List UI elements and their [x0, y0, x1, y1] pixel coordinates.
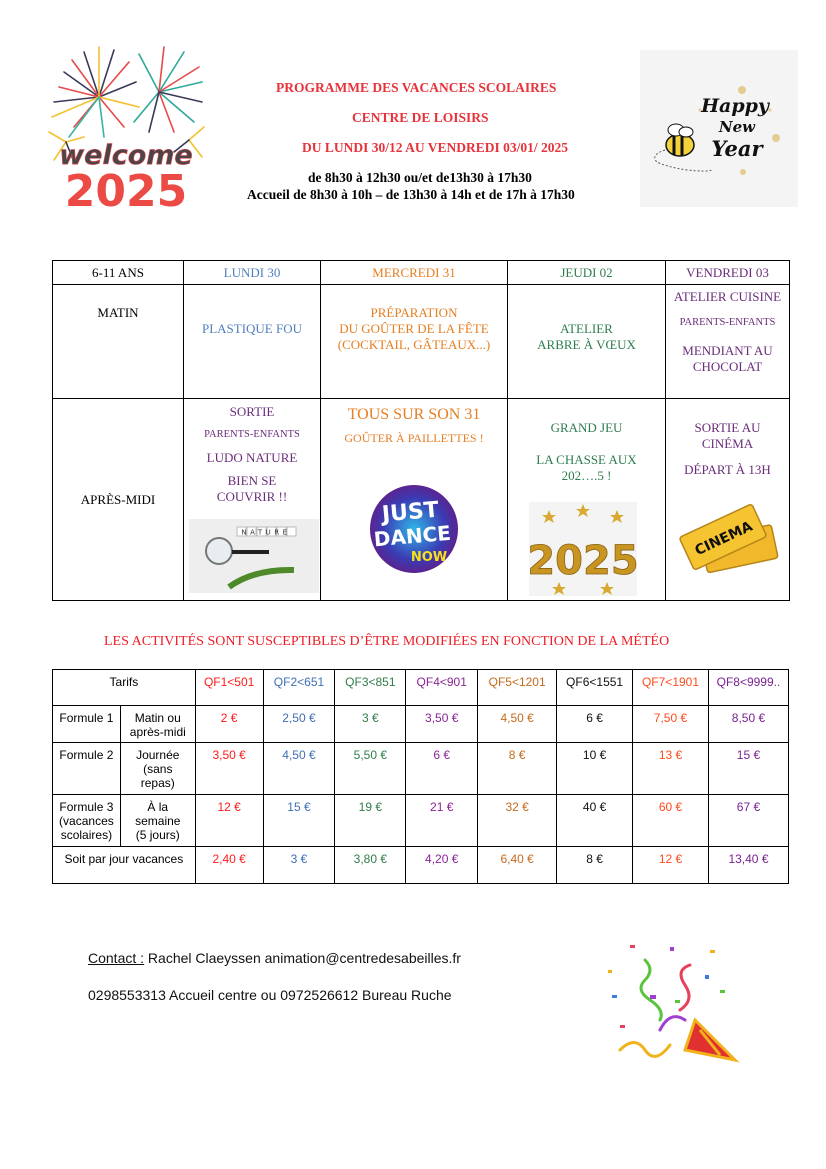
date-range: DU LUNDI 30/12 AU VENDREDI 03/01/ 2025	[302, 140, 569, 155]
formule-label	[53, 795, 121, 847]
lundi-outing-sub: PARENTS-ENFANTS	[204, 429, 300, 440]
formule-desc-line: après-midi	[129, 725, 186, 739]
price-cell: 67 €	[708, 795, 788, 847]
lundi-note: COUVRIR !!	[216, 489, 288, 504]
weather-notice: LES ACTIVITÉS SONT SUSCEPTIBLES D’ÊTRE MODIFIÉES EN FONCTION DE LA MÉTÉO	[104, 634, 670, 649]
jeudi-game-title: GRAND JEU	[550, 420, 623, 435]
jeudi-game-detail: LA CHASSE AUX	[536, 452, 637, 467]
price-cell: 2 €	[195, 706, 263, 743]
schedule-table	[52, 260, 790, 601]
day-jeudi: JEUDI 02	[508, 261, 666, 285]
happy-text: Happy	[701, 95, 769, 117]
formule-desc-line: (5 jours)	[135, 828, 180, 842]
qf-header: QF7<1901	[633, 670, 709, 706]
formule-desc-line: semaine	[135, 814, 181, 828]
qf-header: QF3<851	[335, 670, 406, 706]
morning-mercredi	[321, 285, 508, 399]
price-cell: 8,50 €	[708, 706, 788, 743]
morning-lundi: PLASTIQUE FOU	[184, 285, 321, 399]
pricing-row-per-day	[53, 847, 789, 884]
now-text: NOW	[410, 550, 448, 565]
morning-mercredi-line: (COCKTAIL, GÂTEAUX...)	[337, 337, 491, 352]
price-cell: 10 €	[557, 743, 633, 795]
party-popper-icon	[600, 935, 740, 1070]
lundi-note: BIEN SE	[227, 473, 277, 488]
happy-new-year-image	[640, 50, 798, 207]
qf-header: QF2<651	[263, 670, 335, 706]
afternoon-mercredi	[321, 399, 508, 601]
welcome-hours: Accueil de 8h30 à 10h – de 13h30 à 14h et de 17h à 17h30	[247, 187, 575, 202]
price-cell: 3,50 €	[406, 706, 478, 743]
formule-label-line: (vacances	[59, 814, 114, 828]
formule-desc-line: À la	[147, 800, 169, 814]
qf-header: QF1<501	[195, 670, 263, 706]
pricing-row-formule-1	[53, 706, 789, 743]
qf-header: QF5<1201	[478, 670, 557, 706]
nature-tiles-text: NATURE	[241, 528, 291, 537]
formule-label-line: scolaires)	[60, 828, 113, 842]
formule-desc	[120, 743, 195, 795]
magnifying-glass-icon	[206, 538, 232, 564]
schedule-header-row	[53, 261, 790, 285]
price-cell: 2,50 €	[263, 706, 335, 743]
price-cell: 3,50 €	[195, 743, 263, 795]
qf-header: QF6<1551	[557, 670, 633, 706]
pricing-header-row	[53, 670, 789, 706]
price-cell: 6 €	[557, 706, 633, 743]
vendredi-departure: DÉPART À 13H	[684, 462, 771, 477]
just-text: JUST	[380, 497, 440, 528]
price-cell: 7,50 €	[633, 706, 709, 743]
formule-desc	[120, 706, 195, 743]
price-cell: 4,20 €	[406, 847, 478, 884]
formule-desc-line: repas)	[140, 776, 175, 790]
formule-desc-line: Matin ou	[134, 711, 181, 725]
formule-desc-line: (sans	[143, 762, 173, 776]
day-mercredi: MERCREDI 31	[321, 261, 508, 285]
formule-label: Formule 1	[53, 706, 121, 743]
vendredi-cinema-title: CINÉMA	[701, 436, 754, 451]
morning-jeudi-line: ATELIER	[560, 321, 613, 336]
price-cell: 12 €	[195, 795, 263, 847]
morning-mercredi-line: DU GOÛTER DE LA FÊTE	[339, 321, 489, 336]
price-cell: 60 €	[633, 795, 709, 847]
gold-2025-text: 2025	[529, 538, 637, 584]
welcome-text: welcome	[59, 140, 193, 171]
morning-jeudi-line: ARBRE À VŒUX	[537, 337, 636, 352]
mercredi-party-sub: GOÛTER À PAILLETTES !	[344, 431, 484, 445]
qf-header: QF4<901	[406, 670, 478, 706]
morning-vendredi	[666, 285, 790, 399]
opening-hours: de 8h30 à 12h30 ou/et de13h30 à 17h30	[308, 170, 532, 185]
welcome-2025-logo	[44, 42, 206, 214]
contact-label: Contact :	[88, 950, 145, 966]
pricing-table	[52, 669, 789, 884]
morning-jeudi	[508, 285, 666, 399]
day-vendredi: VENDREDI 03	[666, 261, 790, 285]
day-lundi: LUNDI 30	[184, 261, 321, 285]
fern-icon	[229, 570, 294, 587]
tarifs-header: Tarifs	[53, 670, 196, 706]
year-2025-text: 2025	[64, 166, 188, 214]
afternoon-lundi	[184, 399, 321, 601]
pricing-row-formule-2	[53, 743, 789, 795]
cinema-tickets-icon	[678, 497, 780, 577]
price-cell: 6 €	[406, 743, 478, 795]
fireworks-icon	[44, 42, 206, 214]
price-cell: 3,80 €	[335, 847, 406, 884]
afternoon-jeudi	[508, 399, 666, 601]
price-cell: 4,50 €	[263, 743, 335, 795]
price-cell: 2,40 €	[195, 847, 263, 884]
center-name: CENTRE DE LOISIRS	[352, 110, 489, 125]
gold-2025-image	[529, 502, 637, 596]
formule-label: Formule 2	[53, 743, 121, 795]
price-cell: 3 €	[335, 706, 406, 743]
lundi-activity: LUDO NATURE	[206, 450, 298, 465]
qf-header: QF8<9999..	[708, 670, 788, 706]
morning-label: MATIN	[53, 285, 184, 399]
dance-text: DANCE	[372, 520, 452, 552]
age-group: 6-11 ANS	[53, 261, 184, 285]
price-cell: 15 €	[708, 743, 788, 795]
price-cell: 21 €	[406, 795, 478, 847]
lundi-outing-title: SORTIE	[229, 404, 275, 419]
vendredi-workshop-sub: PARENTS-ENFANTS	[679, 317, 776, 328]
formule-desc-line: Journée	[136, 748, 180, 762]
formule-desc	[120, 795, 195, 847]
just-dance-logo	[367, 481, 462, 575]
vendredi-cinema-title: SORTIE AU	[694, 420, 761, 435]
cinema-ticket-text: CINEMA	[692, 518, 756, 560]
price-cell: 4,50 €	[478, 706, 557, 743]
morning-row	[53, 285, 790, 399]
price-cell: 15 €	[263, 795, 335, 847]
contact-phones: 0298553313 Accueil centre ou 0972526612 Bureau Ruche	[88, 987, 452, 1003]
nature-image	[189, 519, 319, 593]
price-cell: 8 €	[557, 847, 633, 884]
vendredi-workshop-detail: CHOCOLAT	[692, 359, 763, 374]
contact-name-email[interactable]: Rachel Claeyssen animation@centredesabeilles.fr	[144, 950, 461, 966]
pricing-row-formule-3	[53, 795, 789, 847]
per-day-label: Soit par jour vacances	[53, 847, 196, 884]
vendredi-workshop-title: ATELIER CUISINE	[673, 289, 782, 304]
jeudi-game-detail: 202….5 !	[561, 468, 612, 483]
price-cell: 13,40 €	[708, 847, 788, 884]
price-cell: 12 €	[633, 847, 709, 884]
afternoon-row	[53, 399, 790, 601]
price-cell: 13 €	[633, 743, 709, 795]
price-cell: 19 €	[335, 795, 406, 847]
letter-tiles	[237, 527, 296, 537]
price-cell: 3 €	[263, 847, 335, 884]
morning-mercredi-line: PRÉPARATION	[370, 305, 458, 320]
year-text: Year	[711, 136, 763, 161]
price-cell: 6,40 €	[478, 847, 557, 884]
vendredi-workshop-detail: MENDIANT AU	[682, 343, 773, 358]
mercredi-party-title: TOUS SUR SON 31	[347, 406, 481, 423]
new-text: New	[718, 118, 756, 136]
price-cell: 8 €	[478, 743, 557, 795]
formule-label-line: Formule 3	[59, 800, 114, 814]
price-cell: 32 €	[478, 795, 557, 847]
contact-line	[88, 950, 461, 966]
afternoon-label: APRÈS-MIDI	[53, 399, 184, 601]
price-cell: 5,50 €	[335, 743, 406, 795]
price-cell: 40 €	[557, 795, 633, 847]
bee-icon	[655, 124, 712, 171]
program-title: PROGRAMME DES VACANCES SCOLAIRES	[276, 80, 557, 95]
afternoon-vendredi	[666, 399, 790, 601]
